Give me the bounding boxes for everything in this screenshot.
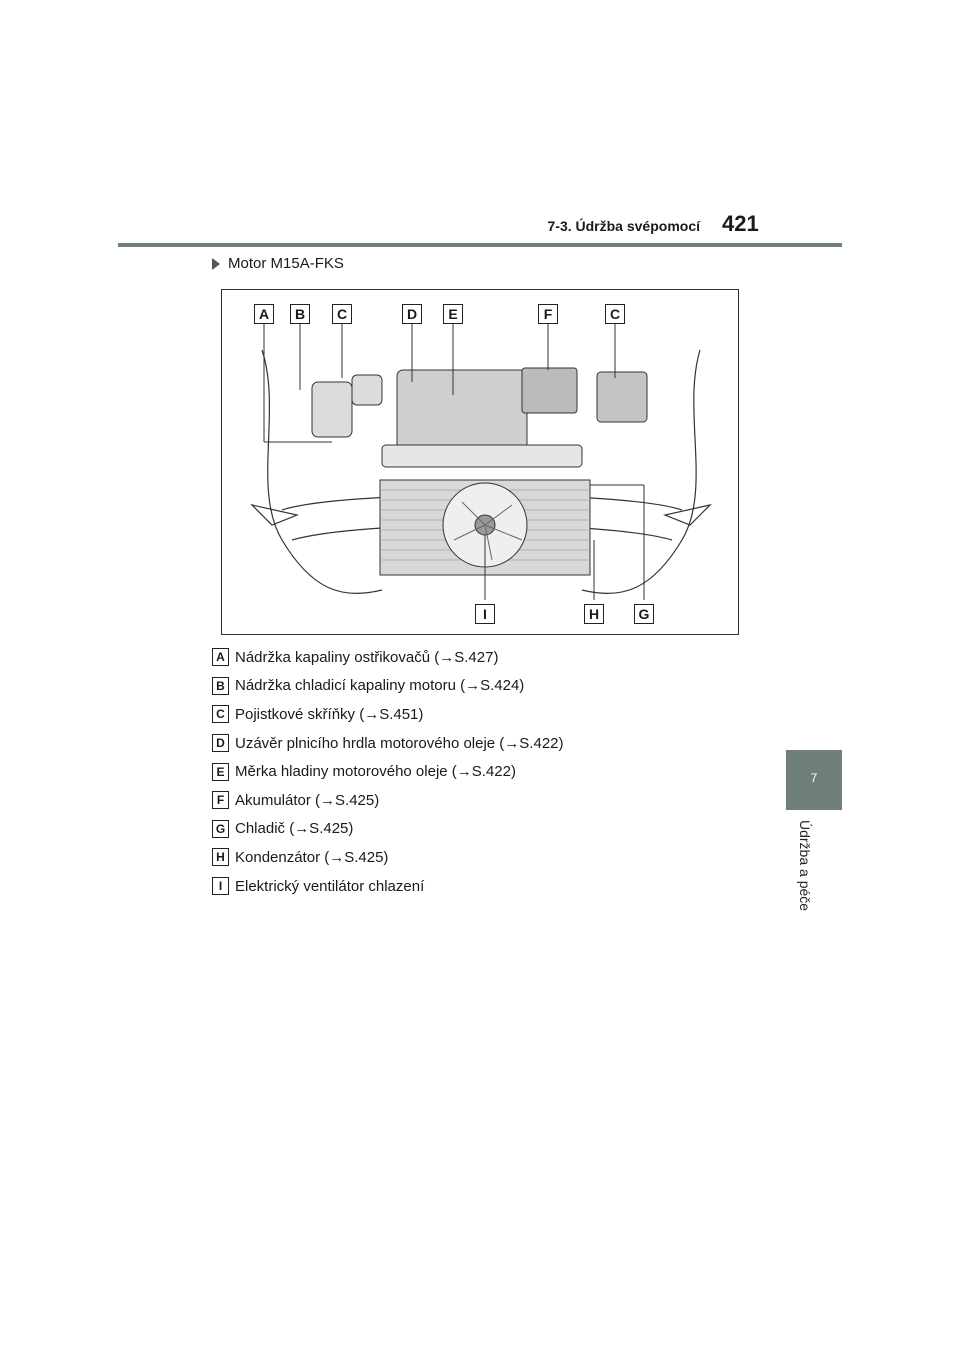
callout-e: E [443,304,463,324]
callout-d: D [402,304,422,324]
legend-item [212,672,564,701]
page-number: 421 [722,211,759,236]
callout-c-right: C [605,304,625,324]
callout-f: F [538,304,558,324]
legend-text[interactable]: Nádržka chladicí kapaliny motoru (→S.424) [235,677,525,695]
legend-text[interactable]: Pojistkové skříňky (→S.451) [235,705,424,723]
legend-letter: I [212,877,229,895]
intake-shape [382,445,582,467]
triangle-bullet-icon [212,258,220,270]
legend-text[interactable]: Nádržka kapaliny ostřikovačů (→S.427) [235,648,499,666]
legend-item [212,843,564,872]
battery-shape [522,368,577,413]
legend-text[interactable]: Kondenzátor (→S.425) [235,848,389,866]
legend-item [212,815,564,844]
engine-bay-illustration [222,290,740,636]
callout-g: G [634,604,654,624]
legend-item [212,643,564,672]
engine-figure [221,289,739,635]
chapter-side-title: Údržba a péče [797,820,813,912]
callout-h: H [584,604,604,624]
section-title: 7-3. Údržba svépomocí [547,218,700,234]
legend-list [212,643,564,900]
callout-a: A [254,304,274,324]
legend-letter: B [212,677,229,695]
legend-text[interactable]: Chladič (→S.425) [235,820,354,838]
callout-i: I [475,604,495,624]
header-rule [118,243,842,247]
washer-tank-shape [312,382,352,437]
legend-text[interactable]: Měrka hladiny motorového oleje (→S.422) [235,763,516,781]
legend-text: Elektrický ventilátor chlazení [235,877,425,895]
subheading-text: Motor M15A-FKS [228,255,344,272]
subheading [212,255,344,272]
callout-c: C [332,304,352,324]
fuse-box-shape [597,372,647,422]
legend-text[interactable]: Akumulátor (→S.425) [235,791,380,809]
callout-b: B [290,304,310,324]
legend-letter: D [212,734,229,752]
coolant-tank-shape [352,375,382,405]
chapter-tab[interactable]: 7 [786,750,842,810]
engine-block-shape [397,370,527,450]
legend-item [212,786,564,815]
legend-letter: H [212,848,229,866]
legend-item [212,872,564,901]
legend-letter: A [212,648,229,666]
legend-item [212,729,564,758]
legend-text[interactable]: Uzávěr plnicího hrdla motorového oleje (→S.422) [235,734,564,752]
legend-letter: G [212,820,229,838]
legend-item [212,700,564,729]
legend-letter: F [212,791,229,809]
legend-letter: E [212,763,229,781]
legend-letter: C [212,705,229,723]
legend-item [212,757,564,786]
right-headlight-icon [665,505,710,525]
